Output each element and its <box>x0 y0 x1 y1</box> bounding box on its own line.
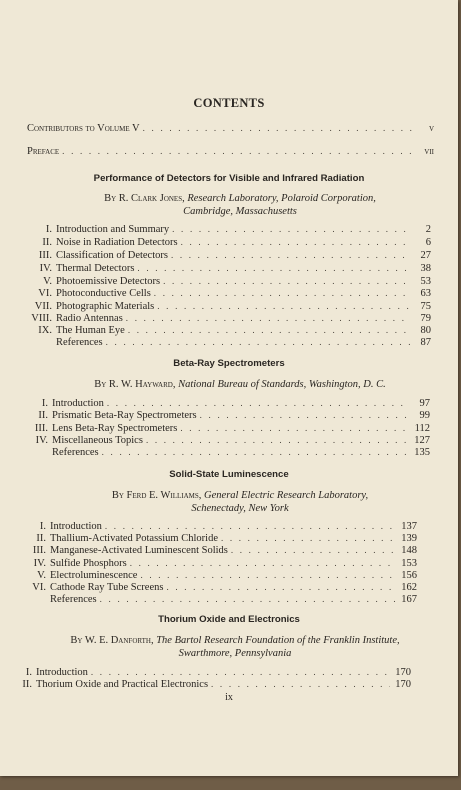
toc-entry-numeral: I. <box>45 224 52 235</box>
leader-dots <box>180 423 409 433</box>
toc-entry <box>20 276 431 287</box>
section-title: Solid-State Luminescence <box>169 469 289 480</box>
toc-entry-page: 112 <box>414 423 430 434</box>
toc-entry <box>20 301 431 312</box>
author-affiliation-line2: Cambridge, Massachusetts <box>183 206 297 217</box>
author-affiliation-line2: Schenectady, New York <box>191 503 289 514</box>
leader-dots <box>200 410 409 420</box>
toc-entry-page: 6 <box>425 237 431 248</box>
toc-entry-label: Introduction <box>36 667 88 678</box>
toc-entry-label: Introduction <box>50 521 102 532</box>
toc-entry-numeral: V. <box>37 570 46 581</box>
toc-entry-label: Cathode Ray Tube Screens <box>50 582 164 593</box>
toc-entry-label: Classification of Detectors <box>56 250 168 261</box>
leader-dots <box>166 582 396 592</box>
author-affiliation: National Bureau of Standards, Washington, D. C. <box>178 379 386 390</box>
section-title: Beta-Ray Spectrometers <box>173 358 285 369</box>
toc-entry <box>20 288 431 299</box>
toc-entry <box>16 435 430 446</box>
toc-entry-label: Thorium Oxide and Practical Electronics <box>36 679 209 690</box>
leader-dots <box>221 533 396 543</box>
toc-entry-page: 139 <box>401 533 417 544</box>
toc-entry <box>20 250 431 261</box>
author-name: By R. Clark Jones, <box>104 193 185 204</box>
toc-entry <box>20 237 431 248</box>
toc-entry-page: 87 <box>420 337 431 348</box>
toc-entry-page: 53 <box>420 276 431 287</box>
toc-entry-page: 167 <box>401 594 417 605</box>
toc-entry-label: Photographic Materials <box>56 301 155 312</box>
toc-entry-numeral: VIII. <box>31 313 52 324</box>
author-affiliation-line2: Swarthmore, Pennsylvania <box>178 648 292 659</box>
leader-dots <box>211 679 390 689</box>
leader-dots <box>130 558 396 568</box>
toc-entry-page: v <box>428 123 434 134</box>
toc-entry <box>14 570 417 581</box>
toc-entry-numeral: VI. <box>38 288 52 299</box>
author-name: By W. E. Danforth, <box>70 635 154 646</box>
toc-entry-references <box>16 447 430 458</box>
toc-entry-label: Radio Antennas <box>56 313 123 324</box>
leader-dots <box>91 667 390 677</box>
toc-entry-label: Introduction <box>52 398 104 409</box>
toc-entry <box>0 667 411 678</box>
toc-entry-label: References <box>52 447 99 458</box>
toc-entry <box>16 423 430 434</box>
section-title: Thorium Oxide and Electronics <box>158 614 300 625</box>
leader-dots <box>106 337 410 347</box>
leader-dots <box>140 570 396 580</box>
toc-entry-label: The Human Eye <box>56 325 125 336</box>
leader-dots <box>157 301 410 311</box>
toc-entry-label: Thallium-Activated Potassium Chloride <box>50 533 218 544</box>
toc-entry <box>0 679 411 690</box>
toc-entry-label: Prismatic Beta-Ray Spectrometers <box>52 410 197 421</box>
toc-entry-numeral: IV. <box>39 263 52 274</box>
page-number: ix <box>225 692 233 703</box>
leader-dots <box>62 146 413 156</box>
toc-entry-numeral: II. <box>38 410 48 421</box>
toc-entry-references <box>14 594 417 605</box>
toc-entry-page: 75 <box>420 301 431 312</box>
toc-entry-numeral: VII. <box>34 301 52 312</box>
toc-entry-label: References <box>50 594 97 605</box>
section-title: Performance of Detectors for Visible and Infrared Radiation <box>93 173 365 184</box>
toc-entry-numeral: II. <box>36 533 46 544</box>
toc-entry-page: vii <box>424 146 434 157</box>
toc-entry <box>20 263 431 274</box>
toc-entry-page: 156 <box>401 570 417 581</box>
toc-entry-numeral: I. <box>41 398 48 409</box>
toc-entry-label: Manganese-Activated Luminescent Solids <box>50 545 228 556</box>
toc-entry <box>16 398 430 409</box>
toc-entry-page: 80 <box>420 325 431 336</box>
toc-entry-page: 63 <box>420 288 431 299</box>
leader-dots <box>137 263 410 273</box>
leader-dots <box>171 250 410 260</box>
toc-entry-label: Miscellaneous Topics <box>52 435 143 446</box>
toc-entry-label: Preface <box>27 146 60 157</box>
toc-entry-page: 153 <box>401 558 417 569</box>
toc-entry-numeral: III. <box>32 545 46 556</box>
toc-entry-page: 148 <box>401 545 417 556</box>
toc-entry-numeral: I. <box>25 667 32 678</box>
section-author <box>60 192 420 218</box>
toc-entry-preface <box>27 146 434 157</box>
leader-dots <box>154 288 410 298</box>
toc-entry-label: References <box>56 337 103 348</box>
contents-heading: CONTENTS <box>193 96 265 110</box>
leader-dots <box>128 325 410 335</box>
toc-entry-label: Electroluminescence <box>50 570 138 581</box>
author-name: By R. W. Hayward, <box>94 379 176 390</box>
leader-dots <box>231 545 396 555</box>
leader-dots <box>181 237 410 247</box>
leader-dots <box>126 313 410 323</box>
leader-dots <box>163 276 410 286</box>
toc-entry-numeral: IV. <box>35 435 48 446</box>
author-affiliation: Research Laboratory, Polaroid Corporation, <box>187 193 376 204</box>
toc-entry-references <box>20 337 431 348</box>
author-name: By Ferd E. Williams, <box>111 490 202 501</box>
toc-entry-label: Photoconductive Cells <box>56 288 151 299</box>
toc-entry <box>20 313 431 324</box>
toc-entry-label: Lens Beta-Ray Spectrometers <box>52 423 178 434</box>
toc-entry <box>14 521 417 532</box>
toc-entry-contributors <box>27 123 434 134</box>
toc-entry <box>14 533 417 544</box>
toc-entry-page: 127 <box>414 435 430 446</box>
author-affiliation: General Electric Research Laboratory, <box>204 490 369 501</box>
toc-entry-page: 97 <box>419 398 430 409</box>
toc-entry <box>14 582 417 593</box>
toc-entry-numeral: IX. <box>38 325 52 336</box>
section-author <box>30 634 440 660</box>
leader-dots <box>146 435 409 445</box>
toc-entry-numeral: IV. <box>33 558 46 569</box>
toc-entry-label: Introduction and Summary <box>56 224 170 235</box>
toc-entry-page: 137 <box>401 521 417 532</box>
toc-entry-label: Contributors to Volume V <box>27 123 140 134</box>
toc-entry <box>20 224 431 235</box>
toc-entry-numeral: VI. <box>32 582 46 593</box>
toc-entry-page: 2 <box>425 224 431 235</box>
toc-entry-page: 170 <box>395 679 411 690</box>
leader-dots <box>102 447 409 457</box>
toc-entry-numeral: III. <box>38 250 52 261</box>
toc-entry-page: 170 <box>395 667 411 678</box>
toc-entry-page: 162 <box>401 582 417 593</box>
toc-entry-page: 27 <box>420 250 431 261</box>
leader-dots <box>172 224 410 234</box>
toc-entry <box>16 410 430 421</box>
toc-entry-label: Photoemissive Detectors <box>56 276 161 287</box>
toc-entry-label: Noise in Radiation Detectors <box>56 237 178 248</box>
author-affiliation: The Bartol Research Foundation of the Franklin Institute, <box>156 635 400 646</box>
toc-entry-numeral: I. <box>39 521 46 532</box>
toc-entry <box>14 558 417 569</box>
toc-entry-numeral: II. <box>42 237 52 248</box>
toc-entry-page: 79 <box>420 313 431 324</box>
toc-entry-label: Sulfide Phosphors <box>50 558 127 569</box>
toc-entry-page: 38 <box>420 263 431 274</box>
toc-entry-numeral: III. <box>34 423 48 434</box>
toc-entry-label: Thermal Detectors <box>56 263 135 274</box>
toc-entry <box>20 325 431 336</box>
leader-dots <box>105 521 396 531</box>
toc-entry <box>14 545 417 556</box>
toc-entry-page: 99 <box>419 410 430 421</box>
leader-dots <box>143 123 413 133</box>
toc-entry-page: 135 <box>414 447 430 458</box>
toc-entry-numeral: II. <box>22 679 32 690</box>
leader-dots <box>100 594 396 604</box>
section-author <box>40 378 440 391</box>
toc-entry-numeral: V. <box>43 276 52 287</box>
section-author <box>60 489 420 515</box>
leader-dots <box>107 398 409 408</box>
